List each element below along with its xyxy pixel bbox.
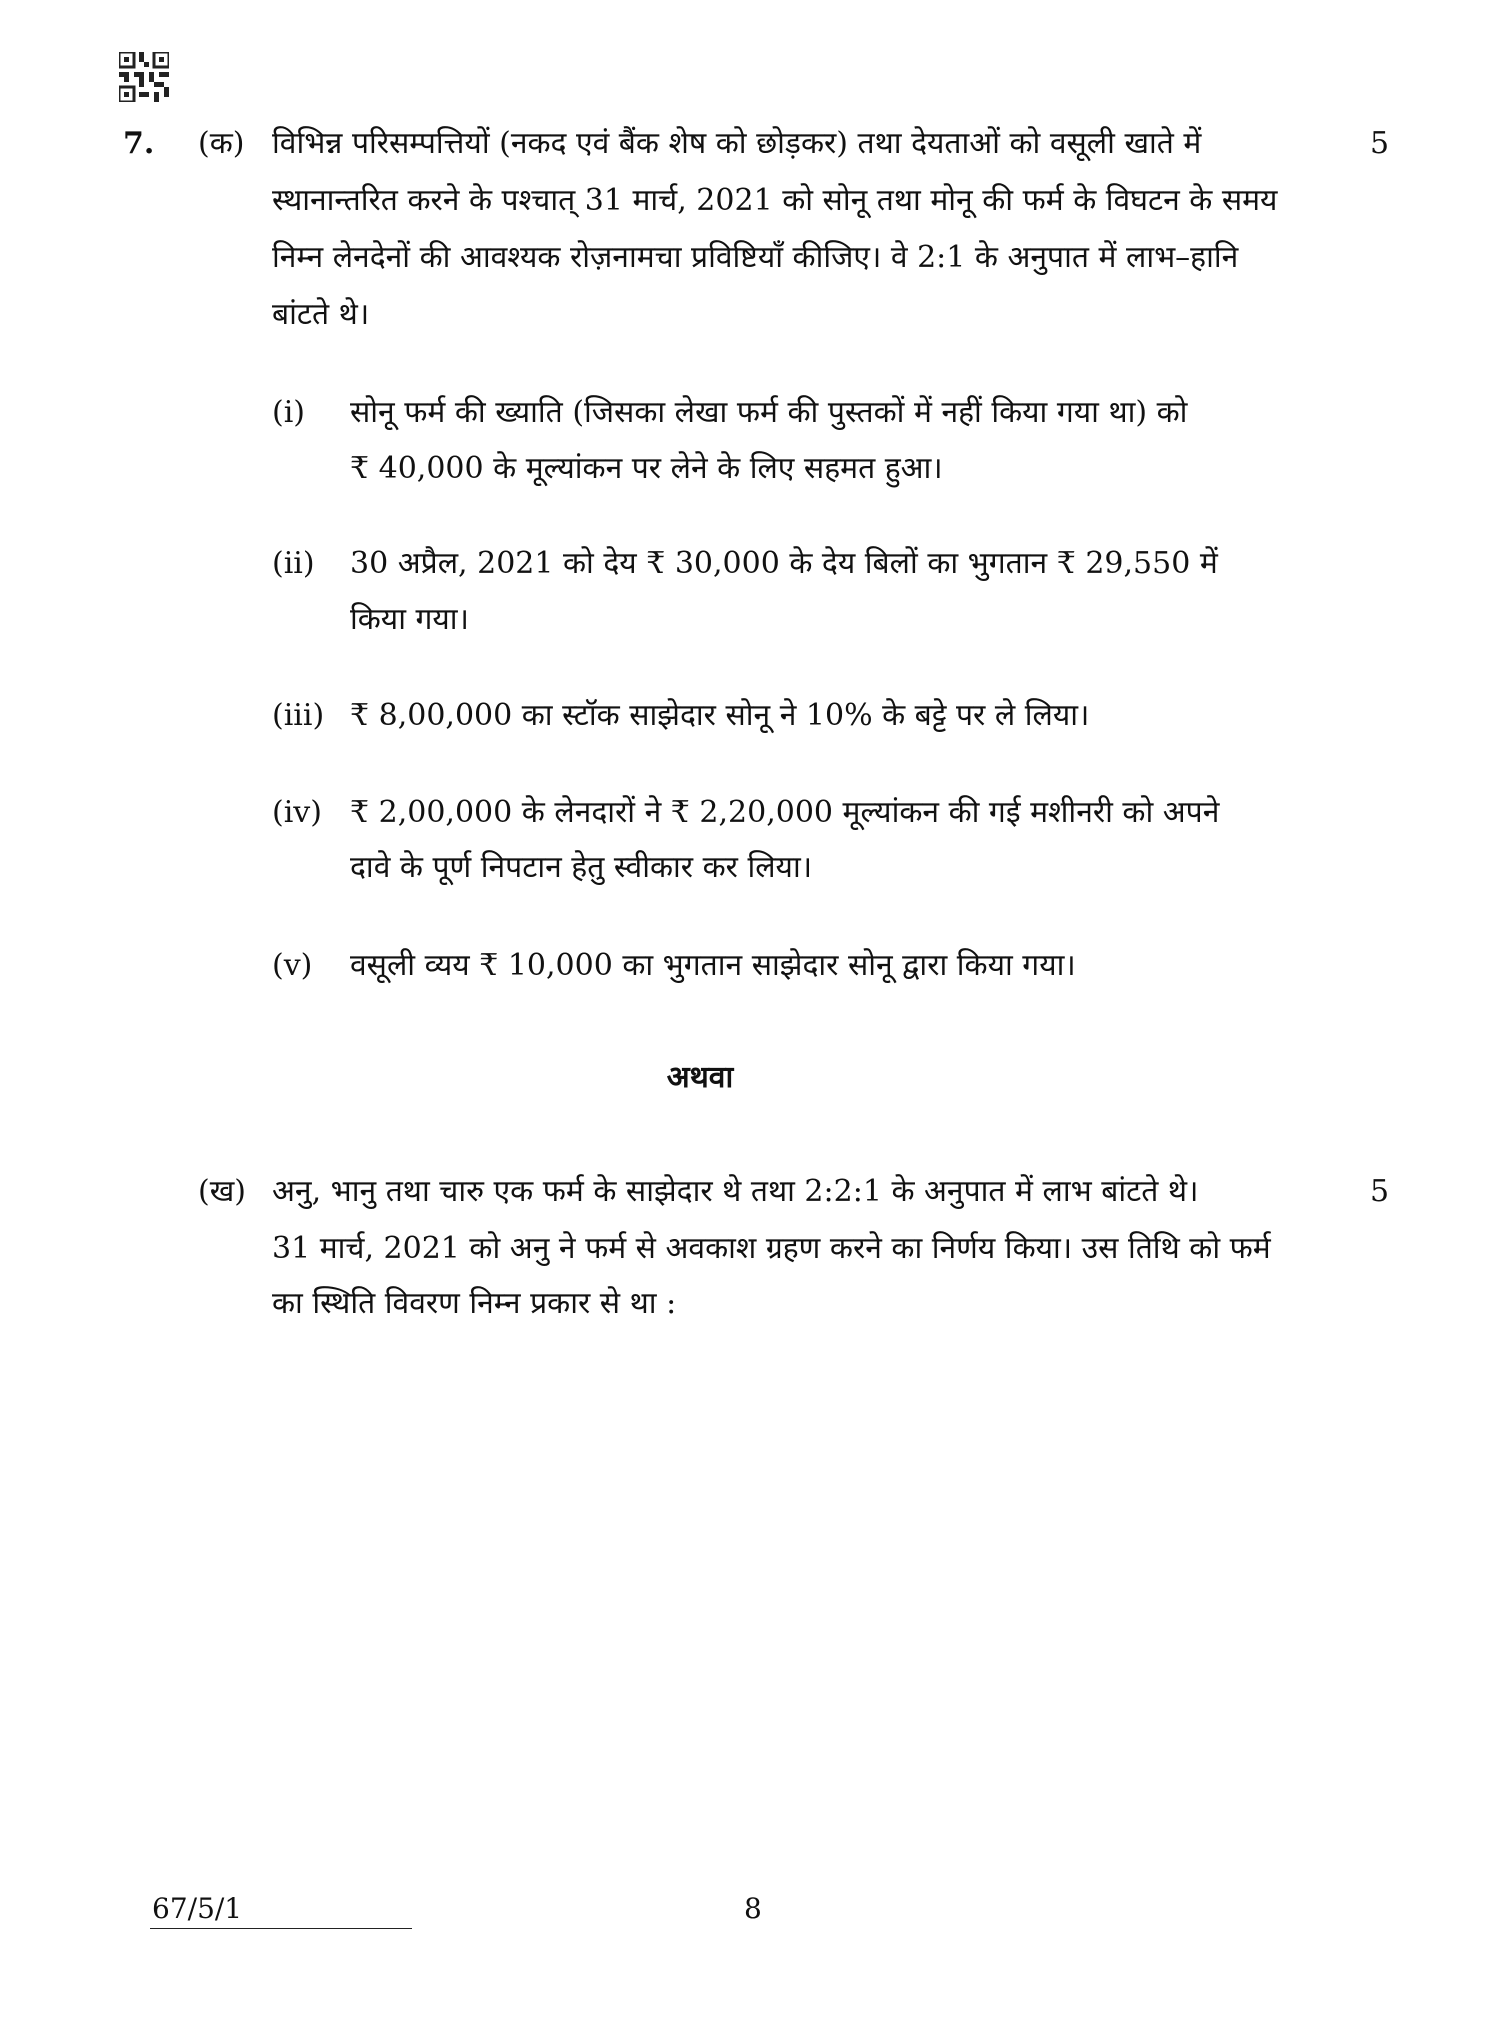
text-line: बांटते थे। bbox=[272, 297, 370, 332]
text-line: दावे के पूर्ण निपटान हेतु स्वीकार कर लिया। bbox=[350, 850, 813, 885]
question-number: 7. bbox=[123, 126, 155, 161]
text-line: विभिन्न परिसम्पत्तियों (नकद एवं बैंक शेष को छोड़कर) तथा देयताओं को वसूली खाते में bbox=[272, 126, 1202, 161]
text-line: ₹ 2,00,000 के लेनदारों ने ₹ 2,20,000 मूल्यांकन की गई मशीनरी को अपने bbox=[350, 795, 1220, 830]
text-line: अनु, भानु तथा चारु एक फर्म के साझेदार थे तथा 2:2:1 के अनुपात में लाभ बांटते थे। bbox=[272, 1174, 1199, 1209]
item-label-i: (i) bbox=[272, 395, 306, 430]
text-line: किया गया। bbox=[350, 602, 469, 637]
item-label-v: (v) bbox=[272, 948, 313, 983]
item-label-iv: (iv) bbox=[272, 795, 322, 830]
text-line: स्थानान्तरित करने के पश्चात् 31 मार्च, 2021 को सोनू तथा मोनू की फर्म के विघटन के समय bbox=[272, 183, 1278, 218]
paper-code: 67/5/1 bbox=[152, 1892, 243, 1925]
text-line: ₹ 40,000 के मूल्यांकन पर लेने के लिए सहमत हुआ। bbox=[350, 451, 943, 486]
item-label-ii: (ii) bbox=[272, 546, 315, 581]
page-number: 8 bbox=[744, 1892, 762, 1925]
text-line: 31 मार्च, 2021 को अनु ने फर्म से अवकाश ग्रहण करने का निर्णय किया। उस तिथि को फर्म bbox=[272, 1231, 1271, 1266]
item-label-iii: (iii) bbox=[272, 698, 325, 733]
item-iv bbox=[350, 793, 1250, 913]
part-a-text bbox=[272, 124, 1292, 364]
qr-code-icon bbox=[119, 52, 169, 102]
item-ii bbox=[350, 544, 1250, 664]
text-line: 30 अप्रैल, 2021 को देय ₹ 30,000 के देय बिलों का भुगतान ₹ 29,550 में bbox=[350, 546, 1218, 581]
or-heading: अथवा bbox=[666, 1060, 734, 1095]
part-a-label: (क) bbox=[198, 126, 245, 161]
part-b-marks: 5 bbox=[1370, 1174, 1390, 1209]
part-b-text bbox=[272, 1172, 1292, 1352]
footer-divider bbox=[150, 1928, 412, 1929]
part-b-label: (ख) bbox=[198, 1174, 246, 1209]
text-line: का स्थिति विवरण निम्न प्रकार से था : bbox=[272, 1286, 677, 1321]
item-i bbox=[350, 393, 1250, 513]
text-line: निम्न लेनदेनों की आवश्यक रोज़नामचा प्रविष्टियाँ कीजिए। वे 2:1 के अनुपात में लाभ–हानि bbox=[272, 240, 1239, 275]
part-a-marks: 5 bbox=[1370, 126, 1390, 161]
item-v: वसूली व्यय ₹ 10,000 का भुगतान साझेदार सोनू द्वारा किया गया। bbox=[350, 948, 1076, 983]
text-line: सोनू फर्म की ख्याति (जिसका लेखा फर्म की पुस्तकों में नहीं किया गया था) को bbox=[350, 395, 1188, 430]
item-iii: ₹ 8,00,000 का स्टॉक साझेदार सोनू ने 10% के बट्टे पर ले लिया। bbox=[350, 698, 1090, 733]
